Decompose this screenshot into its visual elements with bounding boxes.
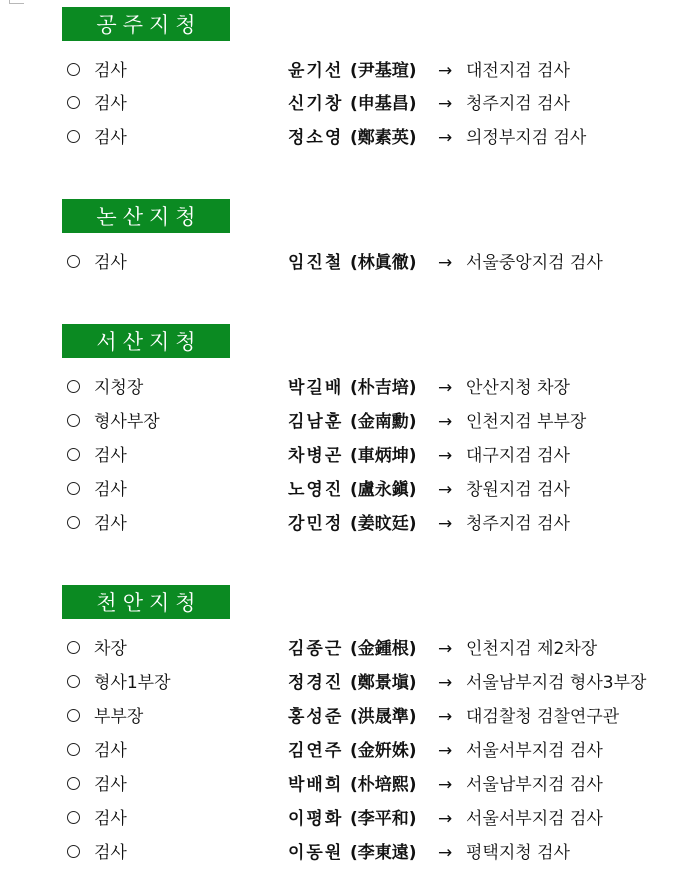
personnel-row — [0, 478, 700, 502]
current-position: 부부장 — [94, 707, 144, 727]
person-hanja: (朴培熙) — [350, 775, 417, 795]
right-arrow-icon: → — [438, 253, 453, 273]
personnel-row — [0, 92, 700, 116]
person-name: 차병곤 — [288, 446, 344, 466]
current-position: 검사 — [94, 94, 127, 114]
person-name: 박배희 — [288, 775, 344, 795]
person-name: 정소영 — [288, 128, 344, 148]
personnel-row — [0, 126, 700, 150]
new-position: 청주지검 검사 — [466, 94, 570, 114]
current-position: 검사 — [94, 775, 127, 795]
personnel-row — [0, 59, 700, 83]
right-arrow-icon: → — [438, 741, 453, 761]
new-position: 청주지검 검사 — [466, 514, 570, 534]
person-name: 김남훈 — [288, 412, 344, 432]
right-arrow-icon: → — [438, 446, 453, 466]
person-name: 임진철 — [288, 253, 344, 273]
person-hanja: (鄭素英) — [350, 128, 417, 148]
person-hanja: (朴吉培) — [350, 378, 417, 398]
current-position: 검사 — [94, 253, 127, 273]
person-name: 강민정 — [288, 514, 344, 534]
person-hanja: (申基昌) — [350, 94, 417, 114]
current-position: 형사1부장 — [94, 673, 171, 693]
person-hanja: (李東遠) — [350, 843, 417, 863]
new-position: 서울서부지검 검사 — [466, 741, 603, 761]
person-hanja: (金南勳) — [350, 412, 417, 432]
section-header-nonsan — [62, 199, 230, 233]
new-position: 인천지검 부부장 — [466, 412, 587, 432]
circle-bullet-icon — [67, 96, 80, 109]
person-name: 박길배 — [288, 378, 344, 398]
circle-bullet-icon — [67, 63, 80, 76]
new-position: 대구지검 검사 — [466, 446, 570, 466]
section-header-gongju — [62, 7, 230, 41]
right-arrow-icon: → — [438, 61, 453, 81]
person-name: 정경진 — [288, 673, 344, 693]
personnel-row — [0, 671, 700, 695]
new-position: 서울중앙지검 검사 — [466, 253, 603, 273]
person-hanja: (金姸姝) — [350, 741, 417, 761]
section-header-seosan — [62, 324, 230, 358]
section-title: 공주지청 — [96, 13, 202, 37]
corner-mark — [9, 0, 24, 4]
personnel-row — [0, 841, 700, 865]
person-hanja: (姜旼廷) — [350, 514, 417, 534]
current-position: 검사 — [94, 741, 127, 761]
new-position: 서울남부지검 형사3부장 — [466, 673, 647, 693]
circle-bullet-icon — [67, 743, 80, 756]
right-arrow-icon: → — [438, 514, 453, 534]
new-position: 인천지검 제2차장 — [466, 639, 598, 659]
current-position: 검사 — [94, 843, 127, 863]
right-arrow-icon: → — [438, 94, 453, 114]
right-arrow-icon: → — [438, 707, 453, 727]
current-position: 검사 — [94, 514, 127, 534]
right-arrow-icon: → — [438, 480, 453, 500]
circle-bullet-icon — [67, 709, 80, 722]
personnel-row — [0, 410, 700, 434]
personnel-row — [0, 444, 700, 468]
person-name: 신기창 — [288, 94, 344, 114]
right-arrow-icon: → — [438, 412, 453, 432]
new-position: 대검찰청 검찰연구관 — [466, 707, 620, 727]
person-hanja: (尹基瑄) — [350, 61, 417, 81]
person-hanja: (盧永鎭) — [350, 480, 417, 500]
right-arrow-icon: → — [438, 843, 453, 863]
circle-bullet-icon — [67, 777, 80, 790]
circle-bullet-icon — [67, 380, 80, 393]
personnel-row — [0, 512, 700, 536]
person-hanja: (車炳坤) — [350, 446, 417, 466]
section-title: 천안지청 — [96, 591, 202, 615]
circle-bullet-icon — [67, 811, 80, 824]
circle-bullet-icon — [67, 675, 80, 688]
current-position: 검사 — [94, 480, 127, 500]
personnel-row — [0, 807, 700, 831]
circle-bullet-icon — [67, 448, 80, 461]
right-arrow-icon: → — [438, 809, 453, 829]
person-name: 김종근 — [288, 639, 344, 659]
current-position: 차장 — [94, 639, 127, 659]
section-title: 논산지청 — [96, 205, 202, 229]
personnel-row — [0, 251, 700, 275]
personnel-row — [0, 705, 700, 729]
circle-bullet-icon — [67, 130, 80, 143]
right-arrow-icon: → — [438, 378, 453, 398]
right-arrow-icon: → — [438, 639, 453, 659]
personnel-row — [0, 376, 700, 400]
person-name: 윤기선 — [288, 61, 344, 81]
right-arrow-icon: → — [438, 673, 453, 693]
right-arrow-icon: → — [438, 775, 453, 795]
personnel-row — [0, 739, 700, 763]
circle-bullet-icon — [67, 845, 80, 858]
circle-bullet-icon — [67, 641, 80, 654]
person-hanja: (李平和) — [350, 809, 417, 829]
new-position: 창원지검 검사 — [466, 480, 570, 500]
current-position: 검사 — [94, 61, 127, 81]
new-position: 평택지청 검사 — [466, 843, 570, 863]
right-arrow-icon: → — [438, 128, 453, 148]
personnel-row — [0, 773, 700, 797]
current-position: 검사 — [94, 809, 127, 829]
person-hanja: (洪晟準) — [350, 707, 417, 727]
person-name: 홍성준 — [288, 707, 344, 727]
section-title: 서산지청 — [96, 330, 202, 354]
person-hanja: (鄭景塡) — [350, 673, 417, 693]
new-position: 서울남부지검 검사 — [466, 775, 603, 795]
current-position: 검사 — [94, 128, 127, 148]
circle-bullet-icon — [67, 516, 80, 529]
new-position: 서울서부지검 검사 — [466, 809, 603, 829]
person-hanja: (金鍾根) — [350, 639, 417, 659]
new-position: 대전지검 검사 — [466, 61, 570, 81]
current-position: 검사 — [94, 446, 127, 466]
person-name: 노영진 — [288, 480, 344, 500]
current-position: 지청장 — [94, 378, 144, 398]
circle-bullet-icon — [67, 255, 80, 268]
person-name: 김연주 — [288, 741, 344, 761]
new-position: 의정부지검 검사 — [466, 128, 587, 148]
circle-bullet-icon — [67, 482, 80, 495]
new-position: 안산지청 차장 — [466, 378, 570, 398]
person-name: 이평화 — [288, 809, 344, 829]
section-header-cheonan — [62, 585, 230, 619]
person-name: 이동원 — [288, 843, 344, 863]
circle-bullet-icon — [67, 414, 80, 427]
personnel-row — [0, 637, 700, 661]
person-hanja: (林眞徹) — [350, 253, 417, 273]
current-position: 형사부장 — [94, 412, 160, 432]
